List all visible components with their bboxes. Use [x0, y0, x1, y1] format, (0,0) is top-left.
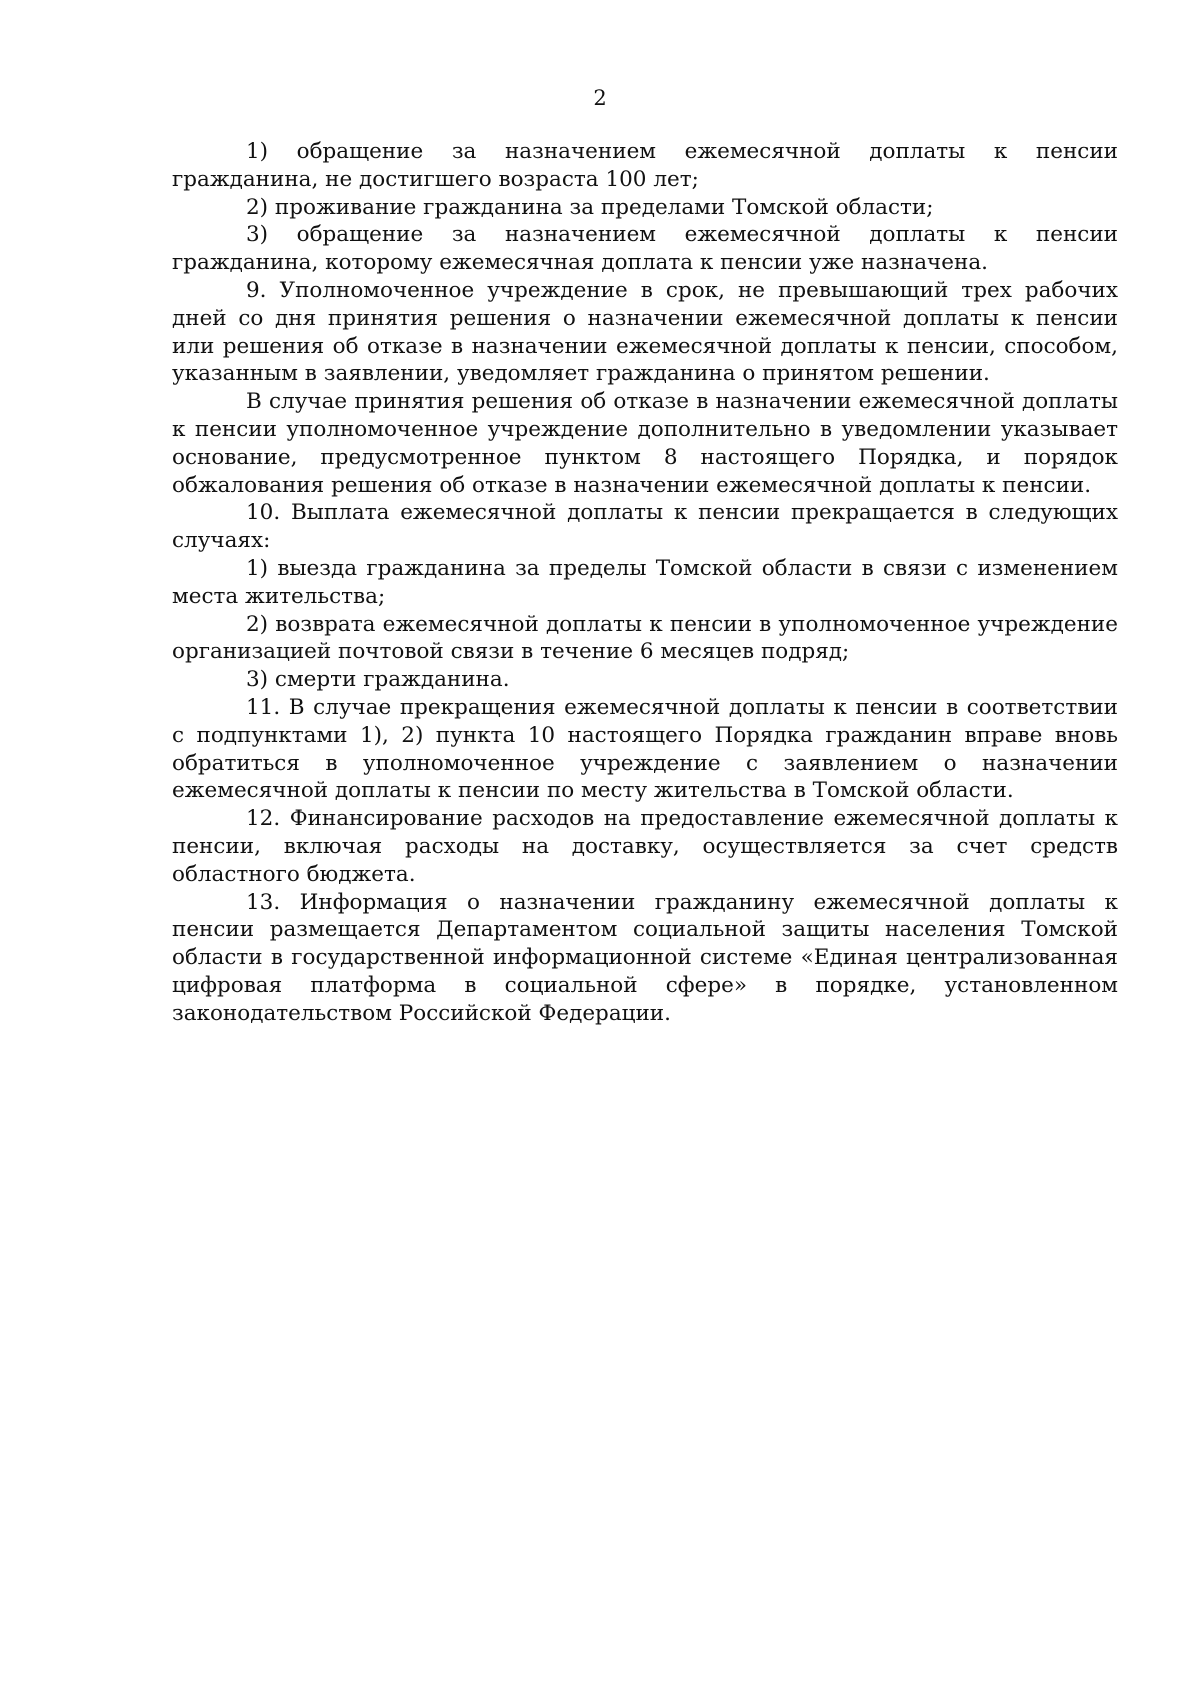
document-body	[172, 138, 1118, 1028]
paragraph-item-10: 10. Выплата ежемесячной доплаты к пенсии прекращается в следующих случаях:	[172, 500, 1118, 554]
paragraph-subitem-1: 1) обращение за назначением ежемесячной доплаты к пенсии гражданина, не достигшего возраста 100 лет;	[172, 139, 1118, 192]
paragraph-item-13: 13. Информация о назначении гражданину ежемесячной доплаты к пенсии размещается Департаментом социальной защиты населения Томской области в государственной информационной системе «Единая централизованная цифровая платформа в социальной сфере» в порядке, установленном законодательством Российской Федерации.	[172, 889, 1118, 1026]
paragraph-subitem-2: 2) проживание гражданина за пределами Томской области;	[246, 194, 934, 220]
paragraph-item-10-sub-1: 1) выезда гражданина за пределы Томской области в связи с изменением места жительства;	[172, 555, 1118, 609]
paragraph-item-10-sub-3: 3) смерти гражданина.	[246, 667, 510, 693]
page-number: 2	[593, 86, 607, 110]
paragraph-item-12: 12. Финансирование расходов на предоставление ежемесячной доплаты к пенсии, включая расходы на доставку, осуществляется за счет средств областного бюджета.	[172, 806, 1118, 887]
paragraph-item-11: 11. В случае прекращения ежемесячной доплаты к пенсии в соответствии с подпунктами 1), 2) пункта 10 настоящего Порядка гражданин вправе вновь обратиться в уполномоченное учреждение с заявлением о назначении ежемесячной доплаты к пенсии по месту жительства в Томской области.	[172, 694, 1118, 804]
paragraph-item-9-refusal: В случае принятия решения об отказе в назначении ежемесячной доплаты к пенсии уполномоченное учреждение дополнительно в уведомлении указывает основание, предусмотренное пунктом 8 настоящего Порядка, и порядок обжалования решения об отказе в назначении ежемесячной доплаты к пенсии.	[172, 389, 1118, 498]
paragraph-item-9: 9. Уполномоченное учреждение в срок, не превышающий трех рабочих дней со дня принятия решения о назначении ежемесячной доплаты к пенсии или решения об отказе в назначении ежемесячной доплаты к пенсии, способом, указанным в заявлении, уведомляет гражданина о принятом решении.	[172, 277, 1118, 387]
paragraph-subitem-3: 3) обращение за назначением ежемесячной доплаты к пенсии гражданина, которому ежемесячная доплата к пенсии уже назначена.	[172, 222, 1118, 276]
paragraph-item-10-sub-2: 2) возврата ежемесячной доплаты к пенсии в уполномоченное учреждение организацией почтовой связи в течение 6 месяцев подряд;	[172, 611, 1118, 665]
